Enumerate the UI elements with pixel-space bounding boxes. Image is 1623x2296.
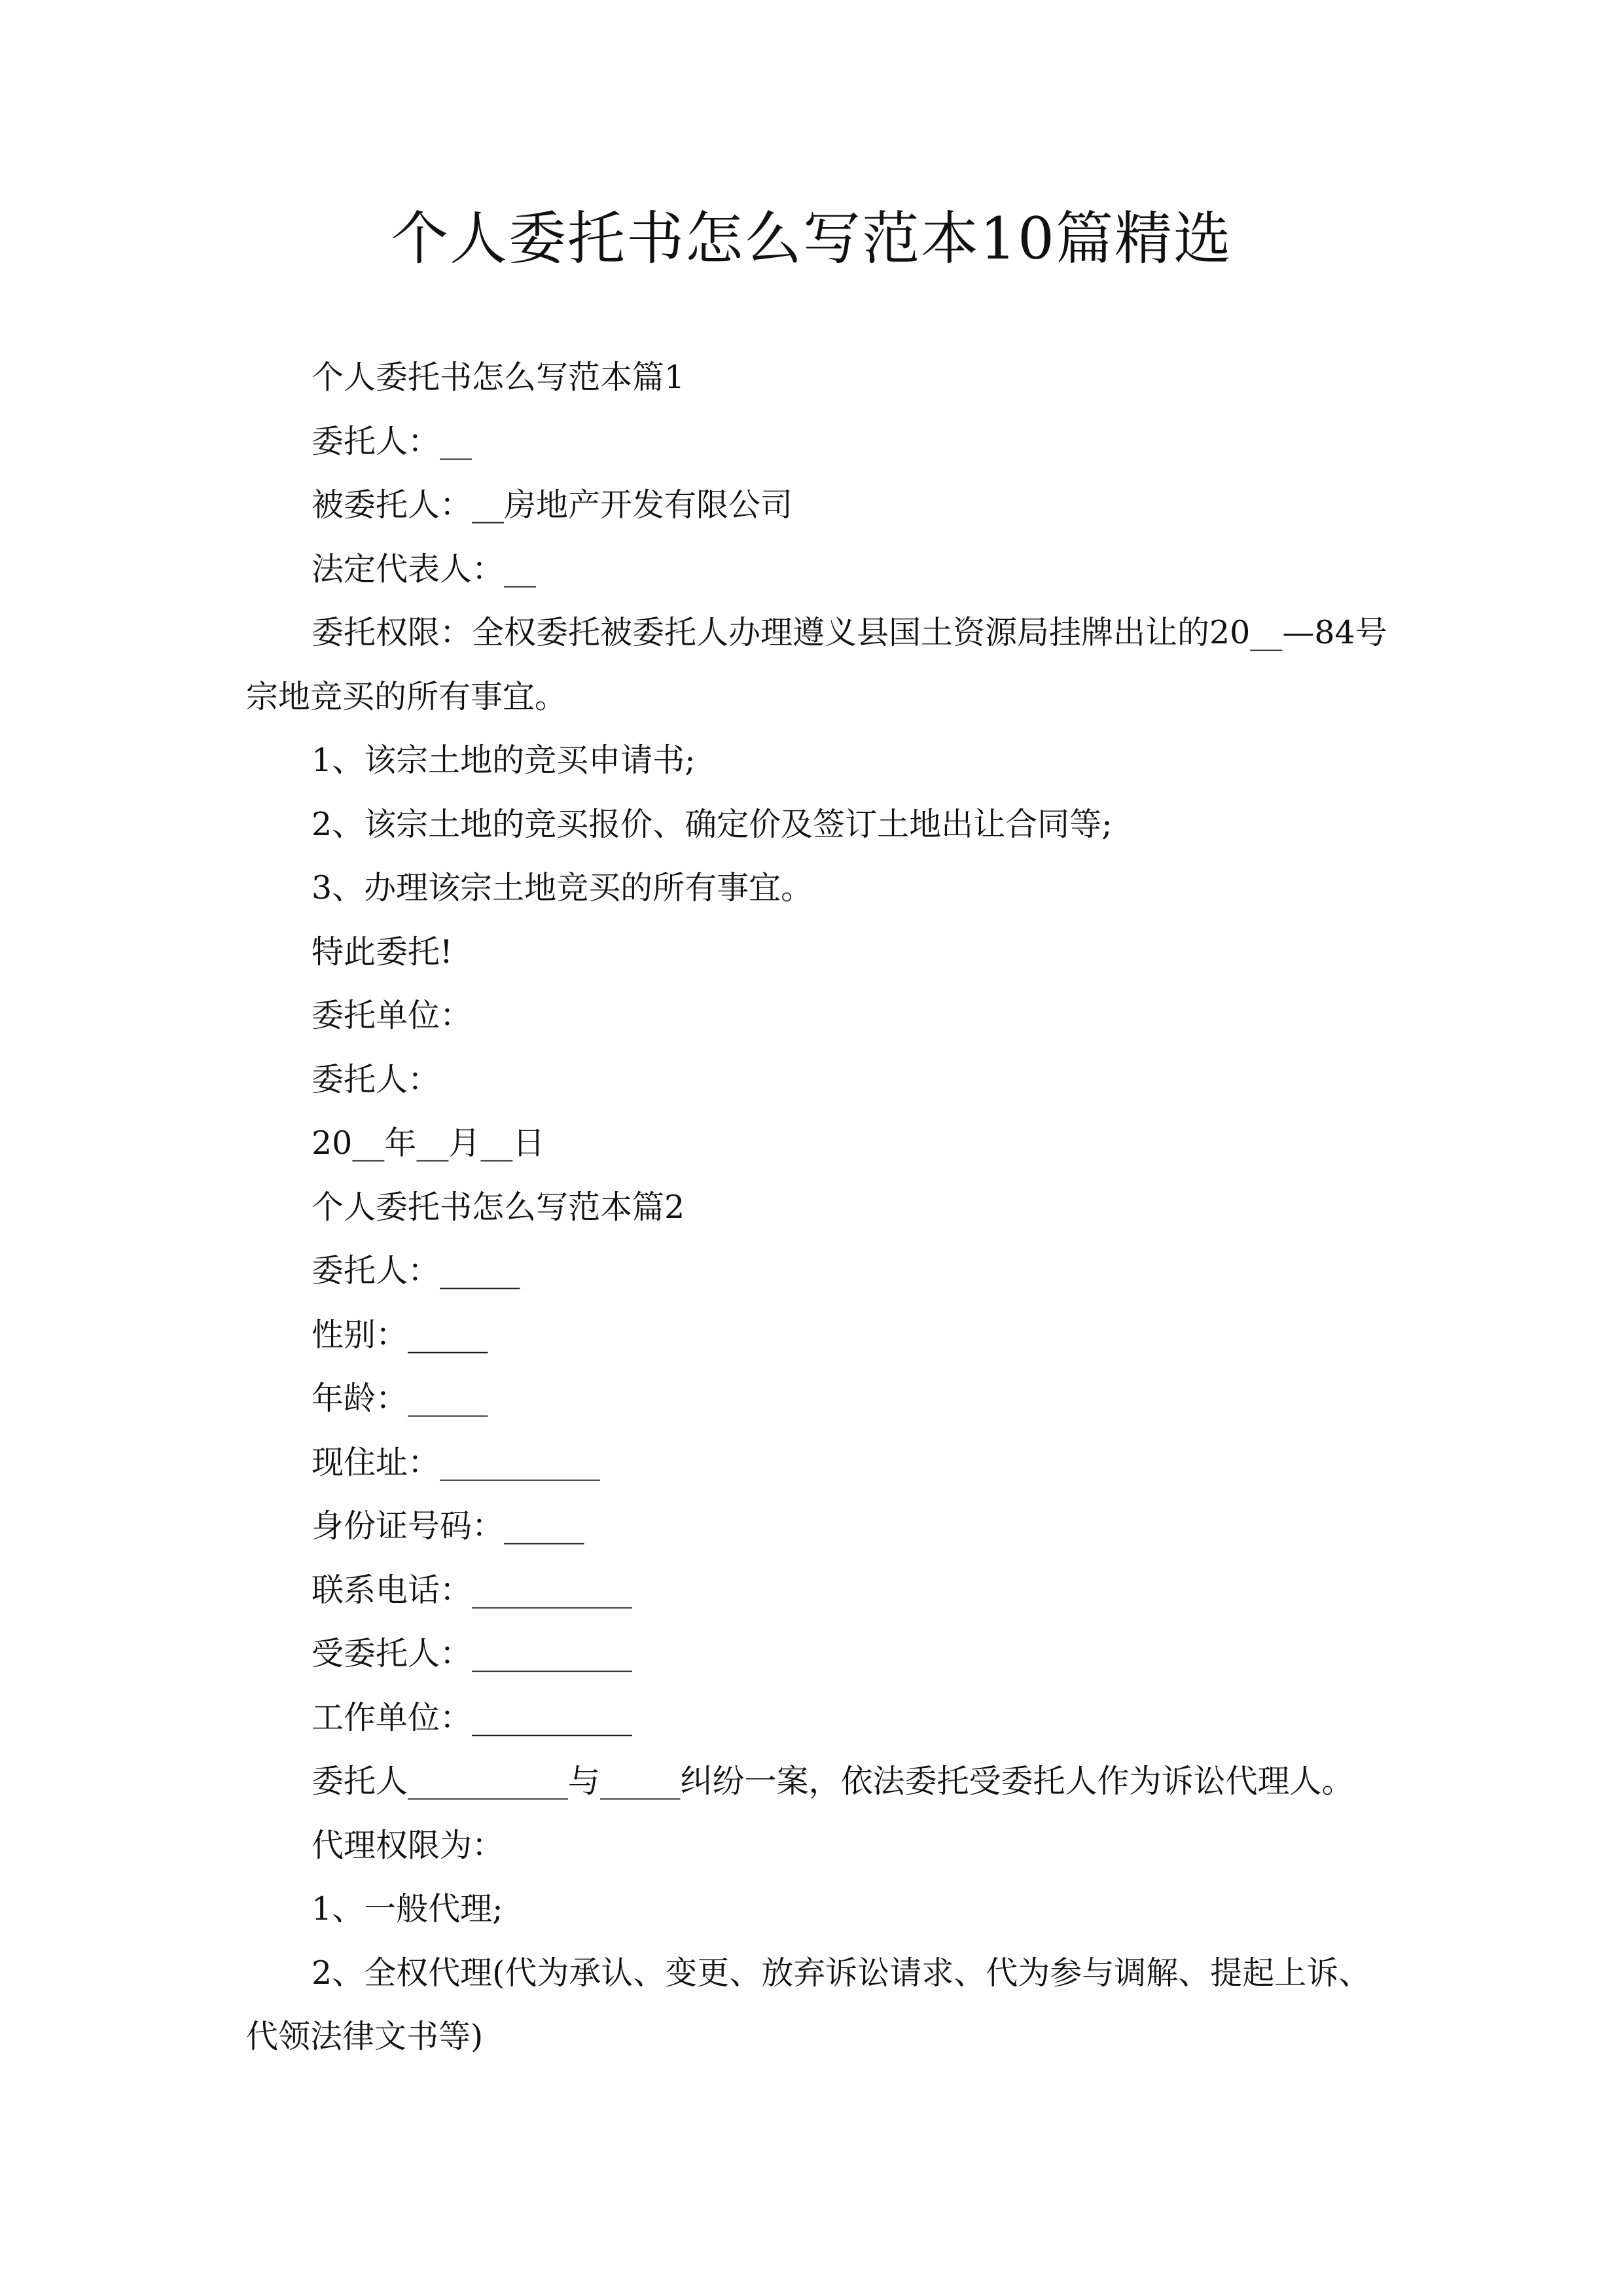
form-field-line: 工作单位：__________: [312, 1698, 633, 1736]
list-item: 2、该宗土地的竞买报价、确定价及签订土地出让合同等;: [312, 805, 1113, 843]
authority-paragraph: 委托权限：全权委托被委托人办理遵义县国土资源局挂牌出让的20__—84号宗地竞买的所有事宜。: [246, 614, 1387, 715]
form-field-line: 委托人：_____: [312, 1252, 520, 1289]
date-line: 20__年__月__日: [312, 1124, 545, 1162]
section-heading-1: 个人委托书怎么写范本篇1: [312, 359, 685, 396]
list-item: 1、该宗土地的竞买申请书;: [312, 742, 696, 779]
form-field-line: 现住址：__________: [312, 1443, 601, 1481]
form-field-line: 受委托人：__________: [312, 1635, 633, 1672]
agent-line: 被委托人：__房地产开发有限公司: [312, 486, 793, 524]
form-field-line: 身份证号码：_____: [312, 1507, 584, 1545]
principal-line: 委托人：__: [312, 422, 473, 460]
principal-signature-line: 委托人：: [312, 1060, 440, 1098]
case-paragraph: 委托人__________与_____纠纷一案，依法委托受委托人作为诉讼代理人。: [312, 1763, 1354, 1800]
list-item: 3、办理该宗土地竞买的所有事宜。: [312, 869, 813, 906]
section-heading-2: 个人委托书怎么写范本篇2: [312, 1188, 685, 1226]
list-item: 2、全权代理(代为承认、变更、放弃诉讼请求、代为参与调解、提起上诉、代领法律文书等): [246, 1954, 1371, 2055]
document-body: [246, 346, 1398, 2069]
authority-heading: 代理权限为：: [312, 1826, 505, 1864]
closing-line: 特此委托!: [312, 933, 453, 971]
legal-representative-line: 法定代表人：__: [312, 550, 537, 588]
entrusting-unit-line: 委托单位：: [312, 997, 473, 1034]
document-title: 个人委托书怎么写范本10篇精选: [391, 205, 1232, 272]
form-field-line: 年龄：_____: [312, 1380, 488, 1417]
form-field-line: 联系电话：__________: [312, 1571, 633, 1609]
list-item: 1、一般代理;: [312, 1890, 503, 1928]
form-field-line: 性别：_____: [312, 1316, 488, 1354]
